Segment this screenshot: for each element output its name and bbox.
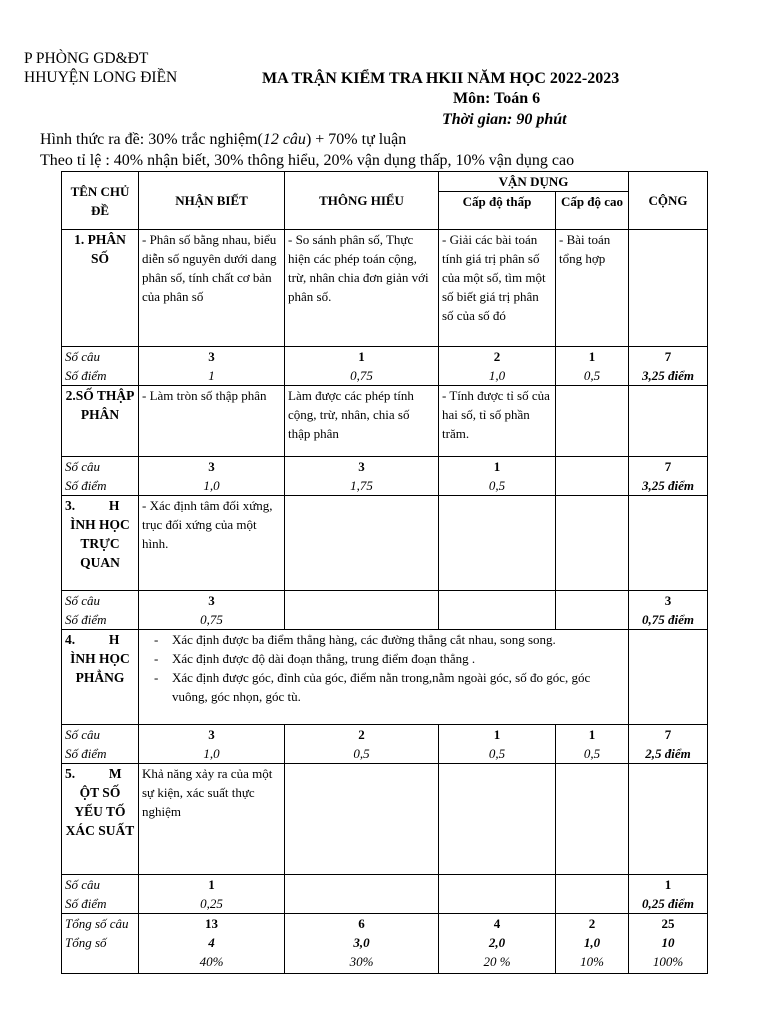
total-count: 25: [661, 916, 675, 931]
score-total-cell: 3,25 điểm: [629, 476, 708, 496]
topic-3-count-row: [62, 591, 708, 611]
total-percent: 100%: [652, 954, 684, 969]
format-text-a: Hình thức ra đề: 30% trắc nghiệm(: [40, 131, 263, 148]
count-cell: 3: [629, 591, 708, 611]
objective-item: - Xác định được ba điểm thẳng hàng, các đường thẳng cắt nhau, song song.: [172, 630, 625, 649]
topic-5-high: [556, 764, 629, 875]
topic-row-2: [62, 386, 708, 457]
score-cell: [556, 610, 629, 630]
score-cell: [439, 894, 556, 914]
totals-recognition: [139, 914, 285, 974]
count-cell: 1: [439, 725, 556, 745]
topic-2-high: [556, 386, 629, 457]
count-cell: 1: [556, 725, 629, 745]
topic-2-comprehension: Làm được các phép tính cộng, trừ, nhân, chia số thập phân: [285, 386, 439, 457]
label-score: Số điểm: [62, 476, 139, 496]
format-text-b: 12 câu: [262, 131, 306, 148]
totals-comprehension: [285, 914, 439, 974]
topic-1-total: [629, 230, 708, 347]
count-cell: [556, 457, 629, 477]
score-cell: [439, 610, 556, 630]
count-cell: 3: [139, 725, 285, 745]
topic-1-low: - Giải các bài toán tính giá trị phân số của một số, tìm một số biết giá trị phân số của số đó: [439, 230, 556, 347]
topic-1-recognition: - Phân số bằng nhau, biểu diễn số nguyên dưới dang phân số, tính chất cơ bản của phân số: [139, 230, 285, 347]
header-comprehension: THÔNG HIỂU: [285, 172, 439, 230]
topic-name-3: [62, 496, 139, 591]
score-cell: 1,0: [139, 476, 285, 496]
topic-2-recognition: - Làm tròn số thập phân: [139, 386, 285, 457]
topic-5-name-top: 5. M: [65, 766, 122, 781]
totals-low: [439, 914, 556, 974]
topic-name-5: [62, 764, 139, 875]
topic-row-1: [62, 230, 708, 347]
total-score: 10: [661, 935, 675, 950]
label-score: Số điểm: [62, 366, 139, 386]
topic-2-count-row: [62, 457, 708, 477]
count-cell: [439, 875, 556, 895]
score-cell: [285, 894, 439, 914]
topic-2-low: - Tính được tỉ số của hai số, tỉ số phần trăm.: [439, 386, 556, 457]
count-cell: 3: [139, 591, 285, 611]
topic-3-name-rest: ÌNH HỌC TRỰC QUAN: [70, 517, 130, 570]
topic-2-score-row: [62, 476, 708, 496]
count-cell: [439, 591, 556, 611]
topic-4-score-row: [62, 744, 708, 764]
subject-line: Môn: Toán 6: [453, 90, 541, 107]
totals-sum: [629, 914, 708, 974]
format-line: [40, 131, 406, 149]
topic-name-2: 2.SỐ THẬP PHÂN: [62, 386, 139, 457]
score-cell: 0,75: [139, 610, 285, 630]
topic-4-total: [629, 630, 708, 725]
score-cell: 0,5: [556, 366, 629, 386]
count-cell: 7: [629, 457, 708, 477]
topic-5-comprehension: [285, 764, 439, 875]
topic-4-name-top: 4. H: [65, 632, 120, 647]
topic-row-3: [62, 496, 708, 591]
header-application: VẬN DỤNG: [439, 172, 629, 192]
header-topic: TÊN CHỦ ĐỀ: [62, 172, 139, 230]
department-line-1: P PHÒNG GD&ĐT: [24, 50, 149, 67]
topic-4-objectives: [139, 630, 629, 725]
topic-4-count-row: [62, 725, 708, 745]
header-recognition: NHẬN BIẾT: [139, 172, 285, 230]
objective-item: - Xác định được góc, đỉnh của góc, điểm nằn trong,nằm ngoài góc, số đo góc, góc vuông, góc nhọn, góc tù.: [172, 668, 625, 706]
topic-3-total: [629, 496, 708, 591]
score-total-cell: 3,25 điểm: [629, 366, 708, 386]
topic-3-high: [556, 496, 629, 591]
count-cell: 3: [285, 457, 439, 477]
count-cell: 7: [629, 347, 708, 367]
header-total: CỘNG: [629, 172, 708, 230]
topic-2-total: [629, 386, 708, 457]
count-cell: 1: [285, 347, 439, 367]
score-cell: 1: [139, 366, 285, 386]
total-count: 4: [493, 916, 501, 931]
topic-name-1: 1. PHÂN SỐ: [62, 230, 139, 347]
label-score: Số điểm: [62, 894, 139, 914]
count-cell: 1: [556, 347, 629, 367]
total-score: 4: [208, 935, 215, 950]
header-row-1: [62, 172, 708, 192]
count-cell: 7: [629, 725, 708, 745]
label-score: Số điểm: [62, 610, 139, 630]
topic-row-5: [62, 764, 708, 875]
count-cell: [285, 591, 439, 611]
topic-3-comprehension: [285, 496, 439, 591]
total-score: 1,0: [583, 935, 601, 950]
label-question-count: Số câu: [62, 591, 139, 611]
score-cell: 0,75: [285, 366, 439, 386]
total-percent: 40%: [199, 954, 224, 969]
header-low-level: Cấp độ thấp: [439, 192, 556, 230]
topic-3-score-row: [62, 610, 708, 630]
score-cell: 0,5: [439, 744, 556, 764]
topic-3-low: [439, 496, 556, 591]
count-cell: 1: [439, 457, 556, 477]
total-count: 6: [358, 916, 365, 931]
topic-5-recognition: Khả năng xảy ra của một sự kiện, xác suất thực nghiệm: [139, 764, 285, 875]
count-cell: 3: [139, 457, 285, 477]
topic-5-low: [439, 764, 556, 875]
totals-label-score: Tổng số: [65, 935, 107, 950]
exam-matrix-table: [61, 171, 708, 974]
topic-5-name-rest: ỘT SỐ YẾU TỐ XÁC SUẤT: [65, 785, 135, 838]
time-line: Thời gian: 90 phút: [442, 111, 567, 128]
document-title: MA TRẬN KIỂM TRA HKII NĂM HỌC 2022-2023: [262, 70, 620, 87]
score-cell: [556, 894, 629, 914]
label-question-count: Số câu: [62, 725, 139, 745]
topic-3-recognition: - Xác định tâm đối xứng, trục đối xứng của một hình.: [139, 496, 285, 591]
total-percent: 30%: [349, 954, 374, 969]
topic-4-objective-list: [142, 630, 625, 706]
score-cell: [285, 610, 439, 630]
label-question-count: Số câu: [62, 875, 139, 895]
total-percent: 10%: [580, 954, 604, 969]
objective-item: - Xác định được độ dài đoạn thẳng, trung điểm đoạn thẳng .: [172, 649, 625, 668]
topic-1-high: - Bài toán tổng hợp: [556, 230, 629, 347]
totals-high: [556, 914, 629, 974]
count-cell: 2: [285, 725, 439, 745]
topic-1-count-row: [62, 347, 708, 367]
header-high-level: Cấp độ cao: [556, 192, 629, 230]
topic-1-comprehension: - So sánh phân số, Thực hiện các phép toán cộng, trừ, nhân chia đơn giản với phân số.: [285, 230, 439, 347]
topic-5-count-row: [62, 875, 708, 895]
score-total-cell: 0,75 điểm: [629, 610, 708, 630]
total-score: 3,0: [353, 935, 370, 950]
topic-5-total: [629, 764, 708, 875]
score-cell: 0,25: [139, 894, 285, 914]
score-total-cell: 0,25 điểm: [629, 894, 708, 914]
score-cell: 1,0: [439, 366, 556, 386]
score-cell: [556, 476, 629, 496]
total-count: 2: [588, 916, 596, 931]
total-percent: 20 %: [483, 954, 511, 969]
count-cell: [556, 591, 629, 611]
format-text-c: ) + 70% tự luận: [305, 131, 407, 148]
score-cell: 0,5: [439, 476, 556, 496]
label-score: Số điểm: [62, 744, 139, 764]
count-cell: 1: [139, 875, 285, 895]
count-cell: 2: [439, 347, 556, 367]
score-total-cell: 2,5 điểm: [629, 744, 708, 764]
score-cell: 0,5: [285, 744, 439, 764]
topic-3-name-top: 3. H: [65, 498, 120, 513]
totals-row: [62, 914, 708, 974]
topic-4-name-rest: ÌNH HỌC PHẲNG: [70, 651, 130, 685]
totals-label: [62, 914, 139, 974]
total-score: 2,0: [488, 935, 506, 950]
count-cell: 1: [629, 875, 708, 895]
totals-label-count: Tổng số câu: [65, 916, 129, 931]
label-question-count: Số câu: [62, 457, 139, 477]
department-line-2: HHUYỆN LONG ĐIỀN: [24, 69, 178, 86]
count-cell: [285, 875, 439, 895]
score-cell: 1,75: [285, 476, 439, 496]
topic-1-score-row: [62, 366, 708, 386]
topic-row-4: [62, 630, 708, 725]
topic-name-4: [62, 630, 139, 725]
ratio-line: Theo tỉ lệ : 40% nhận biết, 30% thông hiểu, 20% vận dụng thấp, 10% vận dụng cao: [40, 152, 575, 169]
score-cell: 0,5: [556, 744, 629, 764]
count-cell: 3: [139, 347, 285, 367]
total-count: 13: [205, 916, 218, 931]
count-cell: [556, 875, 629, 895]
score-cell: 1,0: [139, 744, 285, 764]
topic-5-score-row: [62, 894, 708, 914]
label-question-count: Số câu: [62, 347, 139, 367]
